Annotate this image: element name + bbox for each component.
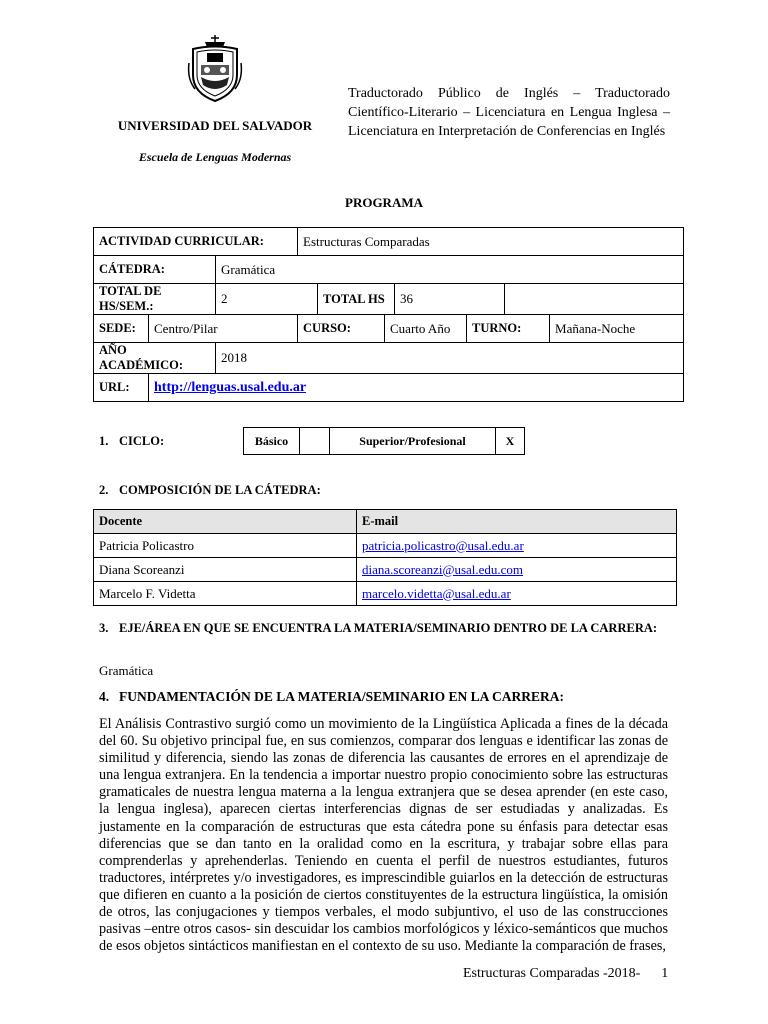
section-number: 4.	[99, 689, 110, 704]
docente-email-cell	[357, 582, 677, 606]
ciclo-superior-mark: X	[496, 428, 525, 455]
sede-value: Centro/Pilar	[149, 315, 298, 343]
catedra-label: CÁTEDRA:	[94, 256, 216, 284]
total-hs-sem-value: 2	[216, 284, 318, 315]
url-link[interactable]: http://lenguas.usal.edu.ar	[154, 380, 307, 395]
actividad-value: Estructuras Comparadas	[298, 228, 684, 256]
docentes-header-row	[94, 510, 677, 534]
docente-name: Patricia Policastro	[94, 534, 357, 558]
table-row	[94, 582, 677, 606]
docente-name: Diana Scoreanzi	[94, 558, 357, 582]
email-link[interactable]: patricia.policastro@usal.edu.ar	[362, 537, 524, 553]
eje-value: Gramática	[99, 663, 154, 678]
catedra-value: Gramática	[216, 256, 684, 284]
email-link[interactable]: diana.scoreanzi@usal.edu.com	[362, 561, 524, 577]
section-number: 2.	[99, 483, 109, 497]
section-title: EJE/ÁREA EN QUE SE ENCUENTRA LA MATERIA/SEMINARIO DENTRO DE LA CARRERA:	[119, 621, 658, 635]
table-row	[94, 534, 677, 558]
docente-email-cell	[357, 558, 677, 582]
row-catedra	[94, 256, 684, 284]
url-cell	[149, 374, 684, 402]
row-anio	[94, 343, 684, 374]
table-row	[94, 558, 677, 582]
section-fundamentacion-heading	[99, 689, 564, 705]
actividad-label: ACTIVIDAD CURRICULAR:	[94, 228, 298, 256]
course-info-table	[93, 227, 684, 402]
footer-text: Estructuras Comparadas -2018-	[463, 966, 641, 981]
curso-label: CURSO:	[298, 315, 385, 343]
row-url	[94, 374, 684, 402]
section-title: COMPOSICIÓN DE LA CÁTEDRA:	[119, 483, 321, 497]
anio-label: AÑO ACADÉMICO:	[94, 343, 216, 374]
page-number: 1	[661, 966, 669, 981]
row-actividad	[94, 228, 684, 256]
empty-cell	[505, 284, 684, 315]
turno-label: TURNO:	[467, 315, 550, 343]
section-number: 3.	[99, 621, 109, 635]
sede-label: SEDE:	[94, 315, 149, 343]
docentes-table	[93, 509, 677, 606]
section-ciclo-heading	[99, 434, 164, 449]
turno-value: Mañana-Noche	[550, 315, 684, 343]
careers-list: Traductorado Público de Inglés – Traductorado Científico-Literario – Licenciatura en Lengua Inglesa – Licenciatura en Interpretación de Conferencias en Inglés	[348, 86, 670, 139]
url-label: URL:	[94, 374, 149, 402]
ciclo-table	[243, 427, 525, 455]
ciclo-superior-label: Superior/Profesional	[330, 428, 496, 455]
curso-value: Cuarto Año	[385, 315, 467, 343]
university-crest-icon	[187, 35, 243, 103]
school-name: Escuela de Lenguas Modernas	[138, 150, 292, 164]
column-header-docente: Docente	[94, 510, 357, 534]
total-hs-sem-label: TOTAL DE HS/SEM.:	[94, 284, 216, 315]
row-sede	[94, 315, 684, 343]
total-hs-label: TOTAL HS	[318, 284, 395, 315]
ciclo-basico-mark	[300, 428, 330, 455]
section-number: 1.	[99, 434, 109, 448]
section-composicion-heading	[99, 483, 321, 498]
docente-email-cell	[357, 534, 677, 558]
anio-value: 2018	[216, 343, 684, 374]
column-header-email: E-mail	[357, 510, 677, 534]
fundamentacion-paragraph: El Análisis Contrastivo surgió como un movimiento de la Lingüística Aplicada a fines de la década del 60. Su objetivo principal fue, en sus comienzos, comparar dos lenguas e identificar las zonas de similitud y diferencia, siendo las zonas de diferencia las causantes de errores en el aprendizaje de una lengua extranjera. En la tendencia a importar nuestro propio conocimiento sobre las estructuras gramaticales de nuestra lengua materna a la lengua extranjera que se desea aprender (en este caso, la lengua inglesa), aparecen ciertas interferencias dignas de ser estudiadas y analizadas. Es justamente en la comparación de estructuras que esta cátedra pone su énfasis para detectar esas diferencias que se dan tanto en la oralidad como en la escritura, y trabajar sobre ellas para comprenderlas y aprehenderlas. Teniendo en cuenta el perfil de nuestros estudiantes, futuros traductores, intérpretes y/o investigadores, es imprescindible guiarlos en la detección de estructuras que difieren en cuanto a la posición de ciertos constituyentes de la estructura lingüística, la omisión de otros, las conjugaciones y tiempos verbales, el modo subjuntivo, el uso de las construcciones pasivas –entre otros casos- sin descuidar los cambios morfológicos y léxico-semánticos que muchos de esos objetos sintácticos manifiestan en el contexto de su uso. Mediante la comparación de frases,	[99, 716, 668, 955]
ciclo-basico-label: Básico	[244, 428, 300, 455]
page-footer	[463, 966, 668, 982]
ciclo-row	[244, 428, 525, 455]
page-title: PROGRAMA	[345, 195, 423, 210]
row-total-hs	[94, 284, 684, 315]
total-hs-value: 36	[395, 284, 505, 315]
docente-name: Marcelo F. Videtta	[94, 582, 357, 606]
section-eje-heading	[99, 621, 668, 636]
section-title: CICLO:	[119, 434, 165, 448]
section-title: FUNDAMENTACIÓN DE LA MATERIA/SEMINARIO EN LA CARRERA:	[119, 689, 565, 704]
university-name: UNIVERSIDAD DEL SALVADOR	[117, 118, 313, 133]
email-link[interactable]: marcelo.videtta@usal.edu.ar	[362, 585, 511, 601]
